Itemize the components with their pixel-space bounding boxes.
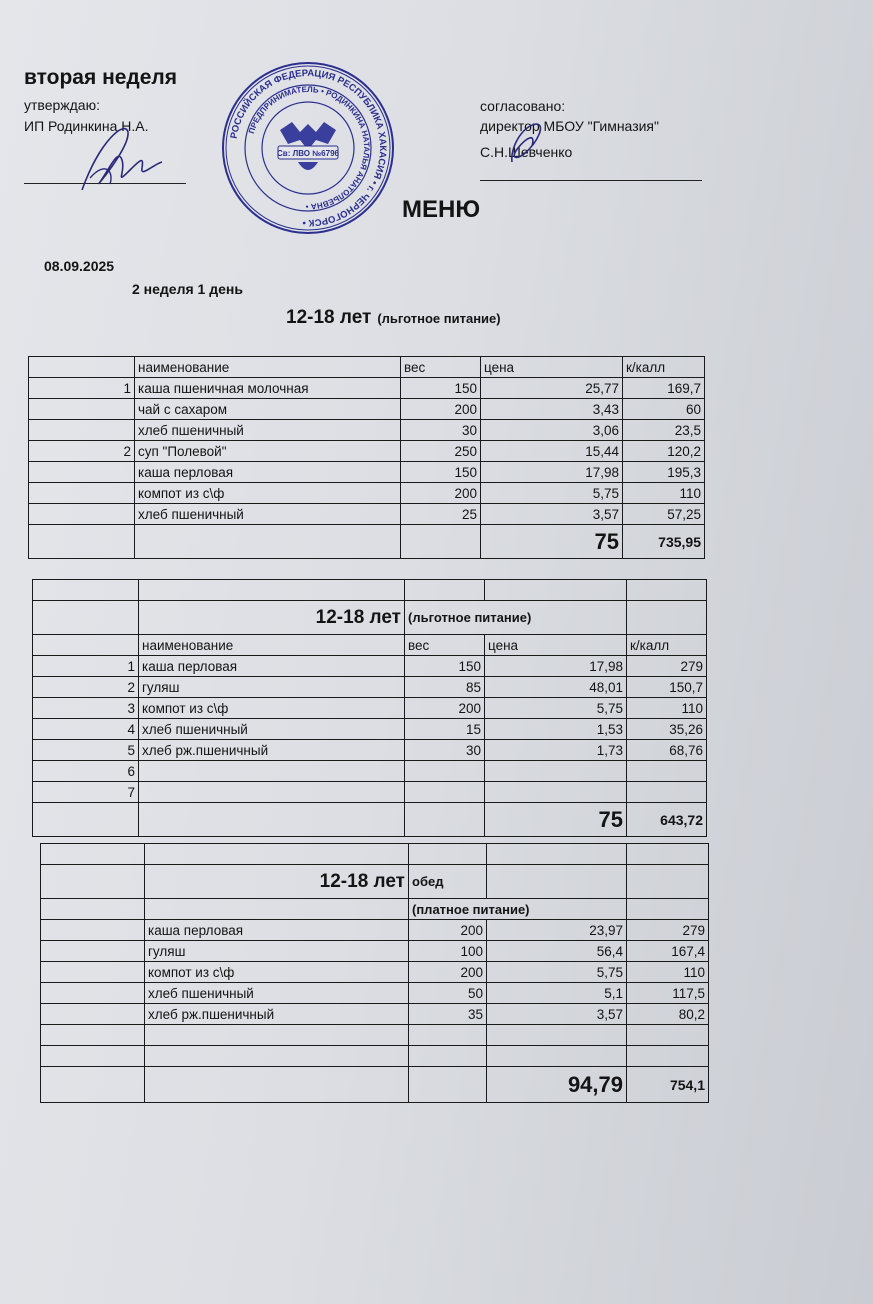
item-price: 5,1 <box>487 983 627 1004</box>
item-price: 48,01 <box>485 677 627 698</box>
section3-heading: 12-18 лет <box>145 865 409 899</box>
section3-meal: обед <box>409 865 487 899</box>
item-name <box>139 782 405 803</box>
item-kcal: 169,7 <box>623 378 705 399</box>
col-price-header: цена <box>481 357 623 378</box>
item-kcal: 279 <box>627 920 709 941</box>
item-weight: 200 <box>401 399 481 420</box>
menu-table-section1 <box>28 356 705 559</box>
item-price: 3,57 <box>487 1004 627 1025</box>
item-kcal: 279 <box>627 656 707 677</box>
item-kcal: 150,7 <box>627 677 707 698</box>
section1-rows <box>29 378 705 525</box>
item-kcal: 110 <box>627 962 709 983</box>
row-number <box>29 483 135 504</box>
row-number: 7 <box>33 782 139 803</box>
item-name <box>139 761 405 782</box>
document-date: 08.09.2025 <box>44 258 115 274</box>
table-empty-row <box>41 1046 709 1067</box>
table-row <box>33 740 707 761</box>
table-row <box>29 462 705 483</box>
row-number <box>29 462 135 483</box>
item-kcal: 110 <box>623 483 705 504</box>
menu-title: МЕНЮ <box>402 196 481 223</box>
item-price: 23,97 <box>487 920 627 941</box>
item-weight: 150 <box>401 378 481 399</box>
col-name-header: наименование <box>135 357 401 378</box>
svg-text:ПРЕДПРИНИМАТЕЛЬ • РОДИНКИНА НА: ПРЕДПРИНИМАТЕЛЬ • РОДИНКИНА НАТАЛЬЯ АНАТОЛЬЕВНА • <box>246 84 372 212</box>
item-name: компот из с\ф <box>135 483 401 504</box>
col-name-header: наименование <box>139 635 405 656</box>
item-name: хлеб пшеничный <box>135 504 401 525</box>
menu-table-section2 <box>32 579 707 837</box>
table-total-row <box>41 1067 709 1103</box>
item-name: чай с сахаром <box>135 399 401 420</box>
table-row <box>41 962 709 983</box>
table-row <box>41 920 709 941</box>
section2-heading: 12-18 лет <box>139 601 405 635</box>
table-empty-row <box>41 1025 709 1046</box>
item-weight: 200 <box>405 698 485 719</box>
item-name: гуляш <box>145 941 409 962</box>
item-weight: 85 <box>405 677 485 698</box>
item-price: 15,44 <box>481 441 623 462</box>
item-weight: 150 <box>405 656 485 677</box>
table-row <box>33 719 707 740</box>
item-kcal: 57,25 <box>623 504 705 525</box>
table-header-row <box>33 635 707 656</box>
item-weight: 150 <box>401 462 481 483</box>
item-name: хлеб пшеничный <box>145 983 409 1004</box>
section1-total-kcal: 735,95 <box>623 525 705 559</box>
row-number: 2 <box>29 441 135 462</box>
item-weight: 200 <box>409 962 487 983</box>
svg-text:Св: ЛВО №6796: Св: ЛВО №6796 <box>277 149 339 158</box>
item-kcal: 167,4 <box>627 941 709 962</box>
row-number: 2 <box>33 677 139 698</box>
item-price <box>485 782 627 803</box>
item-kcal: 120,2 <box>623 441 705 462</box>
item-weight: 100 <box>409 941 487 962</box>
item-weight: 30 <box>405 740 485 761</box>
table-row <box>33 698 707 719</box>
item-price: 17,98 <box>485 656 627 677</box>
item-name: хлеб пшеничный <box>135 420 401 441</box>
row-number <box>29 399 135 420</box>
stamp-icon <box>220 60 396 236</box>
table-row <box>29 483 705 504</box>
col-weight-header: вес <box>401 357 481 378</box>
table-row <box>33 656 707 677</box>
table-row <box>41 983 709 1004</box>
table-row <box>29 420 705 441</box>
item-name: гуляш <box>139 677 405 698</box>
item-weight: 200 <box>401 483 481 504</box>
table-header-row <box>29 357 705 378</box>
week-day-label: 2 неделя 1 день <box>132 281 243 297</box>
table-row <box>29 378 705 399</box>
menu-table-section3 <box>40 843 709 1103</box>
col-weight-header: вес <box>405 635 485 656</box>
row-number: 1 <box>33 656 139 677</box>
section1-heading <box>286 307 501 329</box>
item-name: хлеб рж.пшеничный <box>145 1004 409 1025</box>
item-weight: 250 <box>401 441 481 462</box>
agreed-name: С.Н.Шевченко <box>480 144 573 160</box>
item-weight: 200 <box>409 920 487 941</box>
item-weight <box>405 782 485 803</box>
table-row <box>29 399 705 420</box>
table-row <box>29 504 705 525</box>
approve-label: утверждаю: <box>24 97 100 113</box>
item-kcal: 23,5 <box>623 420 705 441</box>
item-name: компот из с\ф <box>139 698 405 719</box>
section3-note-row <box>41 899 709 920</box>
table-row <box>33 761 707 782</box>
item-price: 56,4 <box>487 941 627 962</box>
row-number <box>41 983 145 1004</box>
table-row <box>33 782 707 803</box>
section3-note: (платное питание) <box>409 899 627 920</box>
item-weight: 35 <box>409 1004 487 1025</box>
item-weight: 50 <box>409 983 487 1004</box>
item-price: 3,43 <box>481 399 623 420</box>
item-price: 17,98 <box>481 462 623 483</box>
row-number: 3 <box>33 698 139 719</box>
item-name: каша перловая <box>139 656 405 677</box>
item-price: 3,57 <box>481 504 623 525</box>
row-number <box>29 420 135 441</box>
section3-total-price: 94,79 <box>487 1067 627 1103</box>
row-number: 4 <box>33 719 139 740</box>
col-kcal-header: к/калл <box>627 635 707 656</box>
item-kcal: 117,5 <box>627 983 709 1004</box>
item-kcal: 35,26 <box>627 719 707 740</box>
section2-total-kcal: 643,72 <box>627 803 707 837</box>
row-number: 1 <box>29 378 135 399</box>
item-price: 5,75 <box>485 698 627 719</box>
table-total-row <box>33 803 707 837</box>
item-name: хлеб рж.пшеничный <box>139 740 405 761</box>
table-row <box>41 941 709 962</box>
item-weight <box>405 761 485 782</box>
item-price: 3,06 <box>481 420 623 441</box>
table-total-row <box>29 525 705 559</box>
item-price: 1,73 <box>485 740 627 761</box>
item-kcal: 60 <box>623 399 705 420</box>
section3-heading-row <box>41 865 709 899</box>
row-number <box>41 962 145 983</box>
col-price-header: цена <box>485 635 627 656</box>
item-kcal <box>627 761 707 782</box>
signature-line-left <box>24 183 186 184</box>
item-price <box>485 761 627 782</box>
section3-total-kcal: 754,1 <box>627 1067 709 1103</box>
item-name: каша перловая <box>145 920 409 941</box>
row-number: 5 <box>33 740 139 761</box>
item-name: хлеб пшеничный <box>139 719 405 740</box>
item-kcal: 68,76 <box>627 740 707 761</box>
svg-text:РОССИЙСКАЯ ФЕДЕРАЦИЯ РЕСПУБЛИК: РОССИЙСКАЯ ФЕДЕРАЦИЯ РЕСПУБЛИКА ХАКАСИЯ • г. ЧЕРНОГОРСК • <box>228 67 389 229</box>
section2-note: (льготное питание) <box>405 601 627 635</box>
item-name: каша перловая <box>135 462 401 483</box>
section2-rows <box>33 656 707 803</box>
row-number <box>41 920 145 941</box>
item-weight: 25 <box>401 504 481 525</box>
item-weight: 15 <box>405 719 485 740</box>
agreed-position: директор МБОУ "Гимназия" <box>480 118 659 134</box>
table-spacer-row <box>41 844 709 865</box>
item-price: 25,77 <box>481 378 623 399</box>
table-row <box>33 677 707 698</box>
signature-line-right <box>480 180 702 181</box>
item-kcal: 110 <box>627 698 707 719</box>
item-price: 5,75 <box>481 483 623 504</box>
week-title: вторая неделя <box>24 66 178 89</box>
approve-name: ИП Родинкина Н.А. <box>24 118 149 134</box>
item-price: 1,53 <box>485 719 627 740</box>
row-number <box>29 504 135 525</box>
section3-rows <box>41 920 709 1025</box>
section2-heading-row <box>33 601 707 635</box>
item-name: каша пшеничная молочная <box>135 378 401 399</box>
item-price: 5,75 <box>487 962 627 983</box>
table-row <box>41 1004 709 1025</box>
section1-age: 12-18 лет <box>286 307 372 328</box>
item-kcal <box>627 782 707 803</box>
row-number <box>41 941 145 962</box>
item-kcal: 80,2 <box>627 1004 709 1025</box>
section1-total-price: 75 <box>481 525 623 559</box>
row-number: 6 <box>33 761 139 782</box>
section1-note: (льготное питание) <box>377 311 501 326</box>
agreed-label: согласовано: <box>480 98 566 114</box>
section2-total-price: 75 <box>485 803 627 837</box>
item-name: компот из с\ф <box>145 962 409 983</box>
col-kcal-header: к/калл <box>623 357 705 378</box>
table-row <box>29 441 705 462</box>
table-spacer-row <box>33 580 707 601</box>
item-name: суп "Полевой" <box>135 441 401 462</box>
row-number <box>41 1004 145 1025</box>
item-weight: 30 <box>401 420 481 441</box>
item-kcal: 195,3 <box>623 462 705 483</box>
